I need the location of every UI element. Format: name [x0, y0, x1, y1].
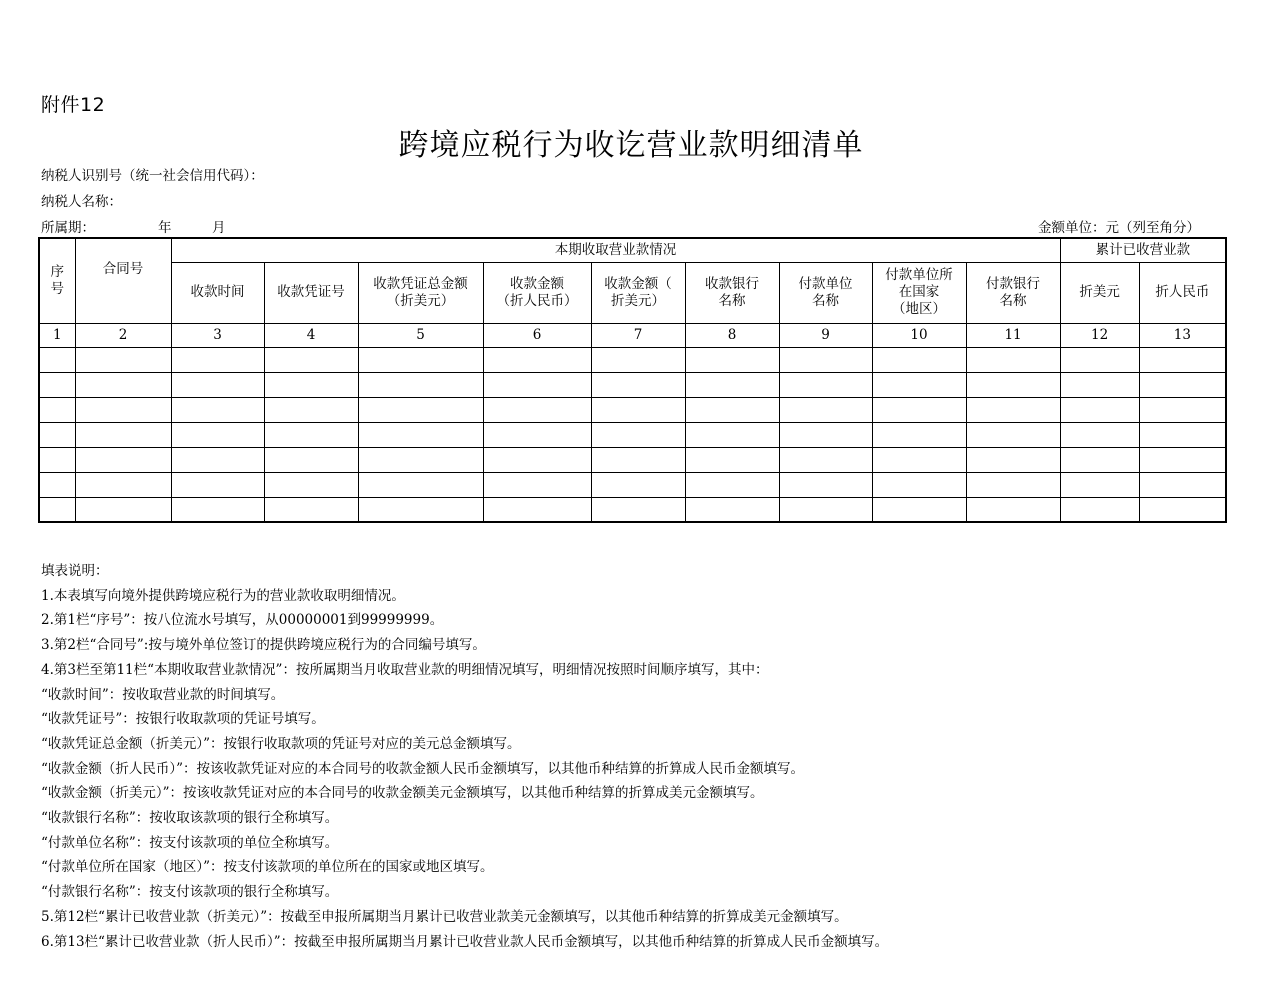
table-cell[interactable]	[1060, 372, 1139, 397]
column-number: 9	[779, 323, 872, 347]
table-cell[interactable]	[483, 372, 591, 397]
table-cell[interactable]	[779, 372, 872, 397]
col-receiving-bank-header: 收款银行 名称	[685, 262, 779, 323]
instruction-line: 3.第2栏“合同号”:按与境外单位签订的提供跨境应税行为的合同编号填写。	[41, 637, 486, 654]
table-cell[interactable]	[171, 422, 264, 447]
col-cumulative-rmb-header: 折人民币	[1139, 262, 1226, 323]
form-title: 跨境应税行为收讫营业款明细清单	[398, 128, 864, 163]
table-cell[interactable]	[358, 447, 483, 472]
table-cell[interactable]	[966, 372, 1060, 397]
instruction-line: 6.第13栏“累计已收营业款（折人民币）”：按截至申报所属期当月累计已收营业款人民币金额填写，以其他币种结算的折算成人民币金额填写。	[41, 933, 889, 950]
table-cell[interactable]	[1060, 397, 1139, 422]
table-cell[interactable]	[685, 447, 779, 472]
table-cell[interactable]	[591, 372, 685, 397]
instruction-line: “收款银行名称”：按收取该款项的银行全称填写。	[41, 810, 339, 827]
table-row	[39, 447, 1226, 472]
table-cell[interactable]	[779, 397, 872, 422]
instruction-line: “收款凭证号”：按银行收取款项的凭证号填写。	[41, 711, 325, 728]
table-cell[interactable]	[75, 347, 171, 372]
amount-unit-label: 金额单位：元（列至角分）	[1038, 220, 1200, 236]
table-cell[interactable]	[264, 397, 358, 422]
table-cell[interactable]	[1139, 422, 1226, 447]
taxpayer-name-label: 纳税人名称：	[41, 194, 122, 210]
column-number: 8	[685, 323, 779, 347]
table-cell[interactable]	[966, 347, 1060, 372]
attachment-label: 附件12	[41, 94, 106, 116]
table-cell[interactable]	[483, 347, 591, 372]
table-cell[interactable]	[75, 497, 171, 522]
table-row	[39, 422, 1226, 447]
table-cell[interactable]	[75, 447, 171, 472]
period-year-label: 年	[158, 220, 172, 236]
table-cell[interactable]	[483, 447, 591, 472]
table-cell[interactable]	[591, 497, 685, 522]
table-cell[interactable]	[872, 372, 966, 397]
table-cell[interactable]	[1139, 472, 1226, 497]
instruction-line: 4.第3栏至第11栏“本期收取营业款情况”：按所属期当月收取营业款的明细情况填写，明细情况按照时间顺序填写，其中：	[41, 661, 769, 678]
instruction-line: “收款金额（折美元）”：按该收款凭证对应的本合同号的收款金额美元金额填写，以其他币种结算的折算成美元金额填写。	[41, 785, 764, 802]
table-cell[interactable]	[39, 422, 75, 447]
table-cell[interactable]	[264, 422, 358, 447]
table-cell[interactable]	[39, 447, 75, 472]
column-number: 4	[264, 323, 358, 347]
instructions	[41, 559, 888, 954]
taxpayer-id-label: 纳税人识别号（统一社会信用代码）：	[41, 168, 264, 184]
table-cell[interactable]	[591, 472, 685, 497]
period-label: 所属期：	[41, 220, 95, 236]
table-cell[interactable]	[358, 497, 483, 522]
instruction-line: 2.第1栏“序号”：按八位流水号填写，从00000001到99999999。	[41, 612, 444, 629]
col-amount-usd-header: 收款金额（ 折美元）	[591, 262, 685, 323]
table-cell[interactable]	[1139, 397, 1226, 422]
table-cell[interactable]	[685, 472, 779, 497]
table-cell[interactable]	[171, 447, 264, 472]
col-voucher-total-usd-header: 收款凭证总金额 （折美元）	[358, 262, 483, 323]
table-row	[39, 397, 1226, 422]
table-cell[interactable]	[358, 422, 483, 447]
table-cell[interactable]	[483, 397, 591, 422]
table-cell[interactable]	[966, 472, 1060, 497]
table-cell[interactable]	[39, 347, 75, 372]
table-cell[interactable]	[171, 497, 264, 522]
table-cell[interactable]	[872, 447, 966, 472]
table-row	[39, 497, 1226, 522]
header-row-columns	[39, 262, 1226, 323]
table-cell[interactable]	[1139, 447, 1226, 472]
col-contract-header: 合同号	[75, 238, 171, 323]
table-cell[interactable]	[1139, 497, 1226, 522]
table-cell[interactable]	[1139, 347, 1226, 372]
group-cumulative-header: 累计已收营业款	[1060, 238, 1226, 262]
table-row	[39, 472, 1226, 497]
period-month-label: 月	[212, 220, 226, 236]
table-cell[interactable]	[685, 347, 779, 372]
table-cell[interactable]	[358, 372, 483, 397]
column-number: 3	[171, 323, 264, 347]
table-cell[interactable]	[591, 447, 685, 472]
table-cell[interactable]	[171, 372, 264, 397]
table-cell[interactable]	[591, 422, 685, 447]
column-number: 12	[1060, 323, 1139, 347]
table-cell[interactable]	[358, 397, 483, 422]
table-cell[interactable]	[966, 422, 1060, 447]
table-cell[interactable]	[1060, 447, 1139, 472]
header-row-groups	[39, 238, 1226, 262]
table-cell[interactable]	[171, 472, 264, 497]
table-cell[interactable]	[685, 422, 779, 447]
table-cell[interactable]	[75, 397, 171, 422]
table-cell[interactable]	[39, 372, 75, 397]
table-cell[interactable]	[483, 497, 591, 522]
table-row	[39, 347, 1226, 372]
table-cell[interactable]	[1139, 372, 1226, 397]
instruction-line: “收款凭证总金额（折美元）”：按银行收取款项的凭证号对应的美元总金额填写。	[41, 735, 521, 752]
table-cell[interactable]	[483, 422, 591, 447]
table-cell[interactable]	[39, 472, 75, 497]
blank-rows	[39, 347, 1226, 522]
table-cell[interactable]	[685, 397, 779, 422]
table-cell[interactable]	[75, 372, 171, 397]
col-payer-country-header: 付款单位所 在国家 （地区）	[872, 262, 966, 323]
column-number: 7	[591, 323, 685, 347]
instruction-line: 1.本表填写向境外提供跨境应税行为的营业款收取明细情况。	[41, 587, 405, 604]
table-cell[interactable]	[685, 497, 779, 522]
col-seq-header	[39, 238, 75, 323]
col-amount-rmb-header: 收款金额 （折人民币）	[483, 262, 591, 323]
table-cell[interactable]	[1060, 497, 1139, 522]
table-cell[interactable]	[872, 347, 966, 372]
group-current-header: 本期收取营业款情况	[171, 238, 1060, 262]
table-cell[interactable]	[171, 397, 264, 422]
table-cell[interactable]	[966, 497, 1060, 522]
column-number: 6	[483, 323, 591, 347]
table-cell[interactable]	[779, 497, 872, 522]
table-cell[interactable]	[264, 372, 358, 397]
table-cell[interactable]	[966, 397, 1060, 422]
table-cell[interactable]	[1060, 347, 1139, 372]
instruction-line: “付款银行名称”：按支付该款项的银行全称填写。	[41, 884, 339, 901]
col-receipt-time-header: 收款时间	[171, 262, 264, 323]
table-cell[interactable]	[39, 497, 75, 522]
col-voucher-no-header: 收款凭证号	[264, 262, 358, 323]
table-cell[interactable]	[872, 497, 966, 522]
column-number: 1	[39, 323, 75, 347]
table-cell[interactable]	[75, 472, 171, 497]
table-cell[interactable]	[779, 347, 872, 372]
table-cell[interactable]	[872, 472, 966, 497]
col-paying-bank-header: 付款银行 名称	[966, 262, 1060, 323]
col-cumulative-usd-header: 折美元	[1060, 262, 1139, 323]
table-cell[interactable]	[1060, 472, 1139, 497]
table-cell[interactable]	[1060, 422, 1139, 447]
column-number: 5	[358, 323, 483, 347]
table-row	[39, 372, 1226, 397]
table-cell[interactable]	[779, 447, 872, 472]
table-cell[interactable]	[966, 447, 1060, 472]
col-payer-name-header: 付款单位 名称	[779, 262, 872, 323]
instruction-line: 5.第12栏“累计已收营业款（折美元）”：按截至申报所属期当月累计已收营业款美元金额填写，以其他币种结算的折算成美元金额填写。	[41, 908, 848, 925]
table-cell[interactable]	[75, 422, 171, 447]
detail-table	[38, 237, 1227, 523]
instruction-line: “付款单位所在国家（地区）”：按支付该款项的单位所在的国家或地区填写。	[41, 859, 494, 876]
instructions-heading: 填表说明：	[41, 563, 109, 579]
col-seq-char-1: 序	[50, 263, 64, 280]
instruction-line: “付款单位名称”：按支付该款项的单位全称填写。	[41, 834, 339, 851]
table-cell[interactable]	[264, 497, 358, 522]
column-number-row	[39, 323, 1226, 347]
table-cell[interactable]	[171, 347, 264, 372]
table-cell[interactable]	[483, 472, 591, 497]
table-cell[interactable]	[685, 372, 779, 397]
table-cell[interactable]	[358, 347, 483, 372]
table-cell[interactable]	[872, 397, 966, 422]
table-cell[interactable]	[591, 347, 685, 372]
table-cell[interactable]	[779, 472, 872, 497]
column-number: 10	[872, 323, 966, 347]
col-seq-char-2: 号	[50, 280, 64, 297]
column-number: 13	[1139, 323, 1226, 347]
instruction-line: “收款时间”：按收取营业款的时间填写。	[41, 686, 285, 703]
table-cell[interactable]	[264, 472, 358, 497]
table-cell[interactable]	[39, 397, 75, 422]
table-cell[interactable]	[872, 422, 966, 447]
table-cell[interactable]	[591, 397, 685, 422]
column-number: 11	[966, 323, 1060, 347]
table-cell[interactable]	[264, 347, 358, 372]
column-number: 2	[75, 323, 171, 347]
table-cell[interactable]	[358, 472, 483, 497]
table-cell[interactable]	[264, 447, 358, 472]
table-cell[interactable]	[779, 422, 872, 447]
instruction-line: “收款金额（折人民币）”：按该收款凭证对应的本合同号的收款金额人民币金额填写，以其他币种结算的折算成人民币金额填写。	[41, 760, 805, 777]
